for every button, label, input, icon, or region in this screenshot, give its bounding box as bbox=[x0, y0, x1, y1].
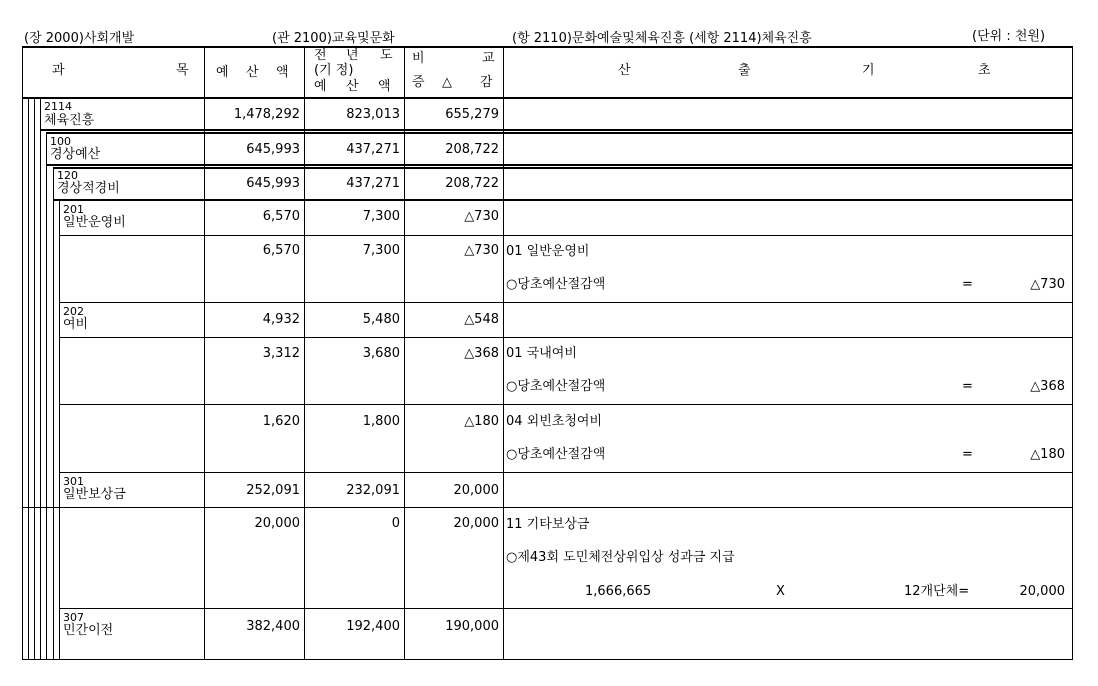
basis-equals: = bbox=[962, 447, 973, 462]
page-break-border bbox=[22, 507, 1073, 508]
prev-value: 7,300 bbox=[362, 209, 400, 224]
tree-line bbox=[46, 132, 47, 660]
budget-value: 3,312 bbox=[262, 346, 300, 361]
header-prev-4: 예 bbox=[314, 79, 327, 94]
basis-item: 04 외빈초청여비 bbox=[506, 414, 603, 429]
row-code: 100 bbox=[50, 135, 71, 148]
budget-value: 1,620 bbox=[262, 414, 300, 429]
header-prev-3: 도 bbox=[380, 48, 393, 63]
tree-line bbox=[34, 97, 35, 660]
basis-amount: △368 bbox=[1030, 379, 1065, 394]
row-border bbox=[59, 404, 1073, 405]
prev-value: 7,300 bbox=[362, 243, 400, 258]
basis-count: 12개단체= bbox=[904, 584, 970, 599]
table-bottom-border bbox=[22, 659, 1073, 660]
table-top-border bbox=[22, 46, 1073, 48]
header-mok: 목 bbox=[176, 63, 189, 78]
diff-value: 208,722 bbox=[445, 176, 499, 191]
tree-line bbox=[53, 167, 54, 660]
row-name: 여비 bbox=[63, 317, 89, 332]
row-code: 2114 bbox=[44, 100, 72, 113]
hang-label: (항 2110)문화예술및체육진흥 (세항 2114)체육진흥 bbox=[512, 31, 812, 46]
basis-note: ○당초예산절감액 bbox=[506, 379, 606, 394]
table-right-border bbox=[1072, 46, 1073, 660]
tree-line bbox=[59, 200, 60, 660]
row-code: 301 bbox=[63, 475, 84, 488]
col-divider bbox=[503, 46, 504, 660]
basis-note: ○제43회 도민체전상위입상 성과금 지급 bbox=[506, 550, 735, 565]
header-basis-2: 출 bbox=[738, 63, 751, 78]
row-name: 체육진흥 bbox=[44, 113, 95, 128]
budget-value: 6,570 bbox=[262, 243, 300, 258]
budget-value: 6,570 bbox=[262, 209, 300, 224]
basis-amount: △730 bbox=[1030, 277, 1065, 292]
header-cmp-2: 교 bbox=[482, 51, 495, 66]
prev-value: 232,091 bbox=[346, 483, 400, 498]
header-bottom-border bbox=[22, 97, 1073, 99]
header-cmp-3: 증 bbox=[412, 75, 425, 90]
basis-equals: = bbox=[962, 277, 973, 292]
prev-value: 1,800 bbox=[362, 414, 400, 429]
header-cmp-4: △ bbox=[442, 75, 452, 90]
header-cmp-5: 감 bbox=[480, 75, 493, 90]
header-gwa: 과 bbox=[52, 63, 65, 78]
budget-value: 1,478,292 bbox=[233, 107, 300, 122]
row-border bbox=[59, 235, 1073, 236]
row-border bbox=[59, 337, 1073, 338]
prev-value: 437,271 bbox=[346, 142, 400, 157]
diff-value: △730 bbox=[464, 209, 499, 224]
row-code: 307 bbox=[63, 611, 84, 624]
header-prev-5: 산 bbox=[346, 79, 359, 94]
budget-value: 4,932 bbox=[262, 312, 300, 327]
diff-value: 20,000 bbox=[453, 516, 499, 531]
tree-line bbox=[28, 97, 29, 660]
diff-value: △180 bbox=[464, 414, 499, 429]
row-code: 201 bbox=[63, 203, 84, 216]
header-basis-1: 산 bbox=[618, 63, 631, 78]
budget-value: 382,400 bbox=[246, 619, 300, 634]
row-border bbox=[46, 164, 1073, 166]
header-prev-2: 년 bbox=[346, 48, 359, 63]
header-prev-status: (기 정) bbox=[314, 63, 354, 78]
row-name: 경상적경비 bbox=[57, 181, 120, 196]
row-name: 경상예산 bbox=[50, 147, 101, 162]
diff-value: 190,000 bbox=[445, 619, 499, 634]
basis-item: 11 기타보상금 bbox=[506, 517, 590, 532]
diff-value: △368 bbox=[464, 346, 499, 361]
basis-equals: = bbox=[962, 379, 973, 394]
budget-value: 645,993 bbox=[246, 176, 300, 191]
tree-line bbox=[40, 97, 41, 660]
prev-value: 5,480 bbox=[362, 312, 400, 327]
jang-label: (장 2000)사회개발 bbox=[24, 31, 135, 46]
prev-value: 192,400 bbox=[346, 619, 400, 634]
budget-value: 252,091 bbox=[246, 483, 300, 498]
basis-amount: 20,000 bbox=[1019, 584, 1065, 599]
basis-item: 01 국내여비 bbox=[506, 346, 577, 361]
prev-value: 437,271 bbox=[346, 176, 400, 191]
budget-value: 645,993 bbox=[246, 142, 300, 157]
row-border bbox=[46, 132, 1073, 134]
diff-value: △730 bbox=[464, 243, 499, 258]
basis-unit-price: 1,666,665 bbox=[585, 584, 652, 599]
prev-value: 823,013 bbox=[346, 107, 400, 122]
header-prev-6: 액 bbox=[378, 79, 391, 94]
prev-value: 3,680 bbox=[362, 346, 400, 361]
basis-amount: △180 bbox=[1030, 447, 1065, 462]
row-name: 일반운영비 bbox=[63, 215, 126, 230]
prev-value: 0 bbox=[391, 516, 400, 531]
unit-label: (단위 : 천원) bbox=[972, 29, 1046, 44]
basis-times: X bbox=[776, 584, 785, 599]
header-budget-1: 예 bbox=[216, 65, 229, 80]
row-border bbox=[59, 608, 1073, 609]
diff-value: 655,279 bbox=[445, 107, 499, 122]
diff-value: △548 bbox=[464, 312, 499, 327]
row-name: 일반보상금 bbox=[63, 487, 126, 502]
basis-note: ○당초예산절감액 bbox=[506, 277, 606, 292]
row-border bbox=[40, 129, 1073, 131]
header-budget-3: 액 bbox=[276, 65, 289, 80]
header-prev-1: 전 bbox=[314, 48, 327, 63]
row-code: 202 bbox=[63, 305, 84, 318]
header-cmp-1: 비 bbox=[412, 51, 425, 66]
row-name: 민간이전 bbox=[63, 623, 114, 638]
header-basis-4: 초 bbox=[978, 63, 991, 78]
basis-note: ○당초예산절감액 bbox=[506, 447, 606, 462]
header-basis-3: 기 bbox=[862, 63, 875, 78]
diff-value: 20,000 bbox=[453, 483, 499, 498]
budget-value: 20,000 bbox=[254, 516, 300, 531]
row-border bbox=[59, 302, 1073, 303]
row-border bbox=[59, 472, 1073, 473]
basis-item: 01 일반운영비 bbox=[506, 244, 590, 259]
diff-value: 208,722 bbox=[445, 142, 499, 157]
table-left-border bbox=[22, 46, 23, 660]
row-border bbox=[53, 167, 1073, 169]
row-border bbox=[53, 199, 1073, 201]
gwan-label: (관 2100)교육및문화 bbox=[272, 31, 395, 46]
row-code: 120 bbox=[57, 169, 78, 182]
header-budget-2: 산 bbox=[246, 65, 259, 80]
